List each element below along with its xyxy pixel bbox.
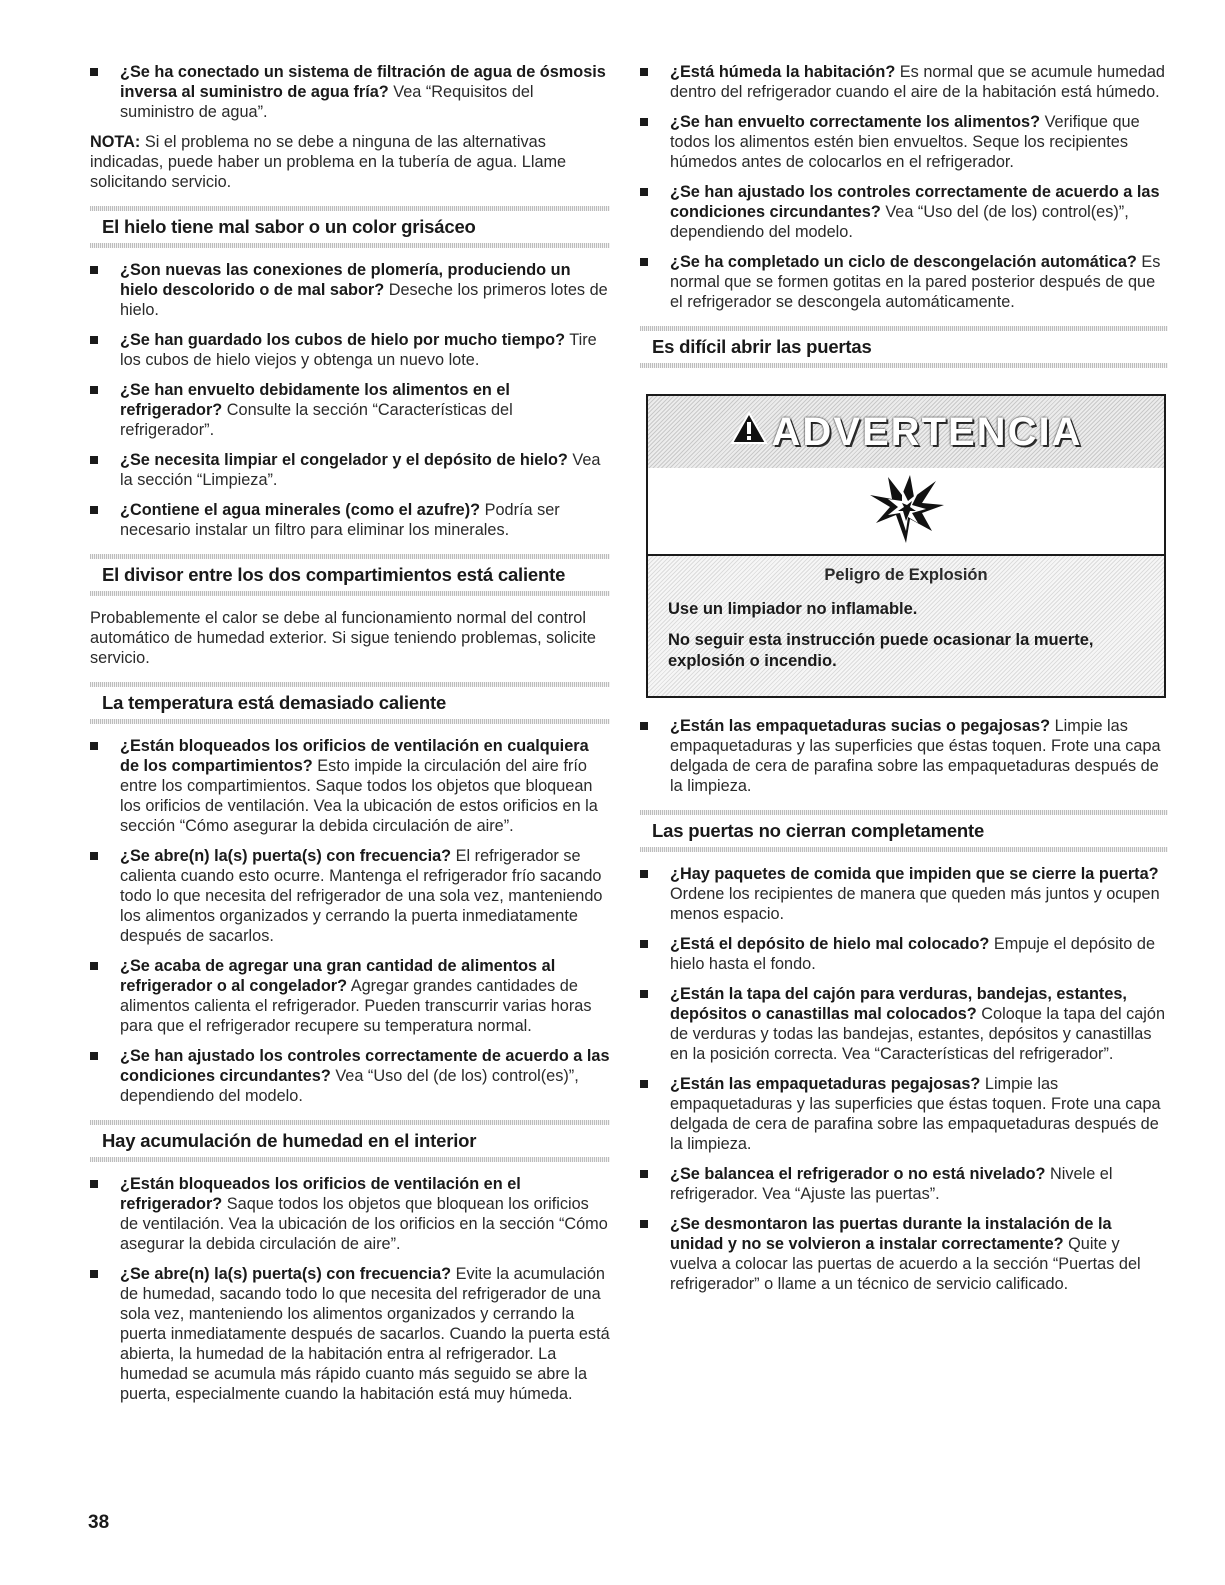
bullet-answer: Consulte la sección “Características del refrigerador”. xyxy=(120,401,513,439)
bullet-answer: Deseche los primeros lotes de hielo. xyxy=(120,281,608,319)
bullet-answer: Tire los cubos de hielo viejos y obtenga un nuevo lote. xyxy=(120,331,597,369)
bullet-answer: Nivele el refrigerador. Vea “Ajuste las puertas”. xyxy=(670,1165,1113,1203)
bullet-list xyxy=(90,1174,610,1404)
warning-box xyxy=(646,394,1166,698)
section-title: Hay acumulación de humedad en el interior xyxy=(102,1130,477,1151)
bullet-item xyxy=(90,736,610,836)
bullet-question: ¿Se han ajustado los controles correctamente de acuerdo a las condiciones circundantes? xyxy=(670,183,1160,221)
section-rule xyxy=(90,591,610,596)
square-bullet-icon xyxy=(90,336,98,344)
bullet-answer: Es normal que se acumule humedad dentro del refrigerador cuando el aire de la habitación está húmedo. xyxy=(670,63,1165,101)
bullet-answer: Limpie las empaquetaduras y las superficies que éstas toquen. Frote una capa delgada de cera de parafina sobre las empaquetaduras después de la limpieza. xyxy=(670,1075,1161,1153)
bullet-answer: Empuje el depósito de hielo hasta el fondo. xyxy=(670,935,1155,973)
bullet-item xyxy=(640,182,1168,242)
bullet-item xyxy=(640,252,1168,312)
bullet-item xyxy=(640,1074,1168,1154)
bullet-answer: Limpie las empaquetaduras y las superficies que éstas toquen. Frote una capa delgada de cera de parafina sobre las empaquetaduras después de la limpieza. xyxy=(670,717,1161,795)
bullet-item xyxy=(90,260,610,320)
square-bullet-icon xyxy=(640,1080,648,1088)
bullet-question: ¿Se abre(n) la(s) puerta(s) con frecuencia? xyxy=(120,847,452,865)
square-bullet-icon xyxy=(90,1180,98,1188)
warning-triangle-icon xyxy=(730,410,768,455)
bullet-question: ¿Se han envuelto correctamente los alimentos? xyxy=(670,113,1041,131)
bullet-item xyxy=(640,716,1168,796)
square-bullet-icon xyxy=(90,1052,98,1060)
bullet-question: ¿Están la tapa del cajón para verduras, bandejas, estantes, depósitos o canastillas mal colocados? xyxy=(670,985,1127,1023)
bullet-answer: Esto impide la circulación del aire frío entre los compartimientos. Saque todos los objetos que bloquean los orificios de ventilación. Vea la ubicación de estos orificios en la sección “Cómo asegurar la debida circulación de aire”. xyxy=(120,757,598,835)
bullet-answer: Agregar grandes cantidades de alimentos calienta el refrigerador. Pueden transcurrir varias horas para que el refrigerador recupere su temperatura normal. xyxy=(120,977,592,1035)
section-title: El divisor entre los dos compartimientos está caliente xyxy=(102,564,566,585)
bullet-item xyxy=(640,112,1168,172)
bullet-item xyxy=(90,450,610,490)
square-bullet-icon xyxy=(640,990,648,998)
bullet-item xyxy=(640,1164,1168,1204)
bullet-question: ¿Se han guardado los cubos de hielo por mucho tiempo? xyxy=(120,331,566,349)
square-bullet-icon xyxy=(90,386,98,394)
bullet-item xyxy=(90,500,610,540)
bullet-answer: Vea “Uso del (de los) control(es)”, dependiendo del modelo. xyxy=(670,203,1129,241)
square-bullet-icon xyxy=(640,258,648,266)
section-header xyxy=(90,554,610,596)
right-column xyxy=(640,62,1168,1304)
warning-title xyxy=(730,410,1083,455)
bullet-question: ¿Contiene el agua minerales (como el azufre)? xyxy=(120,501,481,519)
square-bullet-icon xyxy=(640,188,648,196)
bullet-answer: Vea “Requisitos del suministro de agua”. xyxy=(120,83,534,121)
warning-line: No seguir esta instrucción puede ocasionar la muerte, explosión o incendio. xyxy=(668,631,1094,670)
bullet-question: ¿Están bloqueados los orificios de ventilación en cualquiera de los compartimientos? xyxy=(120,737,589,775)
section-rule xyxy=(640,363,1168,368)
square-bullet-icon xyxy=(90,852,98,860)
square-bullet-icon xyxy=(90,742,98,750)
section-title: El hielo tiene mal sabor o un color grisáceo xyxy=(102,216,476,237)
note-label: NOTA: xyxy=(90,133,141,151)
bullet-question: ¿Se acaba de agregar una gran cantidad de alimentos al refrigerador o al congelador? xyxy=(120,957,556,995)
bullet-answer: Coloque la tapa del cajón de verduras y todas las bandejas, estantes, depósitos y canastillas en la posición correcta. Vea “Características del refrigerador”. xyxy=(670,1005,1166,1063)
bullet-question: ¿Se necesita limpiar el congelador y el depósito de hielo? xyxy=(120,451,568,469)
section-header xyxy=(640,326,1168,368)
square-bullet-icon xyxy=(90,1270,98,1278)
bullet-question: ¿Se ha conectado un sistema de filtración de agua de ósmosis inversa al suministro de agua fría? xyxy=(120,63,606,101)
square-bullet-icon xyxy=(640,940,648,948)
bullet-answer: Vea “Uso del (de los) control(es)”, dependiendo del modelo. xyxy=(120,1067,579,1105)
bullet-question: ¿Están las empaquetaduras pegajosas? xyxy=(670,1075,981,1093)
section-paragraph: Probablemente el calor se debe al funcionamiento normal del control automático de humedad exterior. Si sigue teniendo problemas, solicite servicio. xyxy=(90,609,596,667)
bullet-list xyxy=(90,736,610,1106)
bullet-answer: Saque todos los objetos que bloquean los orificios de ventilación. Vea la ubicación de los orificios en la sección “Cómo asegurar la debida circulación de aire”. xyxy=(120,1195,608,1253)
bullet-item xyxy=(640,864,1168,924)
bullet-answer: El refrigerador se calienta cuando esto ocurre. Mantenga el refrigerador frío sacando todo lo que necesita del refrigerador de una sola vez, manteniendo los alimentos organizados y cerrando la puerta inmediatamente después de sacarlos. xyxy=(120,847,603,945)
left-column xyxy=(90,62,610,1414)
section-title: Es difícil abrir las puertas xyxy=(652,336,872,357)
square-bullet-icon xyxy=(90,506,98,514)
bullet-question: ¿Está húmeda la habitación? xyxy=(670,63,896,81)
bullet-item xyxy=(640,1214,1168,1294)
explosion-icon xyxy=(866,473,946,550)
square-bullet-icon xyxy=(90,266,98,274)
warning-banner xyxy=(648,396,1164,468)
bullet-item xyxy=(90,330,610,370)
warning-line: Use un limpiador no inflamable. xyxy=(668,600,918,618)
bullet-answer: Ordene los recipientes de manera que queden más juntos y ocupen menos espacio. xyxy=(670,885,1160,923)
bullet-question: ¿Se han envuelto debidamente los alimentos en el refrigerador? xyxy=(120,381,510,419)
bullet-list xyxy=(640,864,1168,1294)
bullet-question: ¿Está el depósito de hielo mal colocado? xyxy=(670,935,990,953)
bullet-answer: Verifique que todos los alimentos estén bien envueltos. Seque los recipientes húmedos antes de colocarlos en el refrigerador. xyxy=(670,113,1140,171)
bullet-question: ¿Están bloqueados los orificios de ventilación en el refrigerador? xyxy=(120,1175,521,1213)
bullet-list xyxy=(90,260,610,540)
bullet-answer: Es normal que se formen gotitas en la pared posterior después de que el refrigerador se descongela automáticamente. xyxy=(670,253,1161,311)
bullet-question: ¿Están las empaquetaduras sucias o pegajosas? xyxy=(670,717,1051,735)
bullet-item xyxy=(90,1046,610,1106)
square-bullet-icon xyxy=(640,68,648,76)
note-paragraph xyxy=(90,132,610,192)
section-rule xyxy=(90,1157,610,1162)
warning-caption: Peligro de Explosión xyxy=(824,566,988,584)
bullet-question: ¿Se ha completado un ciclo de descongelación automática? xyxy=(670,253,1137,271)
square-bullet-icon xyxy=(640,1170,648,1178)
square-bullet-icon xyxy=(90,962,98,970)
bullet-item xyxy=(640,984,1168,1064)
explosion-symbol xyxy=(648,468,1164,556)
bullet-answer: Quite y vuelva a colocar las puertas de acuerdo a la sección “Puertas del refrigerador” o llame a un técnico de servicio calificado. xyxy=(670,1235,1141,1293)
warning-text-area xyxy=(648,556,1164,696)
bullet-item xyxy=(640,62,1168,102)
bullet-item xyxy=(90,62,610,122)
section-title: La temperatura está demasiado caliente xyxy=(102,692,447,713)
section-header xyxy=(90,682,610,724)
square-bullet-icon xyxy=(640,1220,648,1228)
square-bullet-icon xyxy=(640,722,648,730)
bullet-list xyxy=(90,62,610,122)
section-rule xyxy=(640,847,1168,852)
bullet-item xyxy=(90,956,610,1036)
section-header xyxy=(90,1120,610,1162)
bullet-item xyxy=(90,1174,610,1254)
section-rule xyxy=(90,719,610,724)
bullet-item xyxy=(640,934,1168,974)
section-title: Las puertas no cierran completamente xyxy=(652,820,985,841)
square-bullet-icon xyxy=(640,870,648,878)
bullet-item xyxy=(90,380,610,440)
bullet-question: ¿Se balancea el refrigerador o no está nivelado? xyxy=(670,1165,1046,1183)
bullet-question: ¿Se han ajustado los controles correctamente de acuerdo a las condiciones circundantes? xyxy=(120,1047,610,1085)
bullet-question: ¿Son nuevas las conexiones de plomería, produciendo un hielo descolorido o de mal sabor? xyxy=(120,261,571,299)
square-bullet-icon xyxy=(90,456,98,464)
square-bullet-icon xyxy=(90,68,98,76)
square-bullet-icon xyxy=(640,118,648,126)
page-number: 38 xyxy=(88,1512,110,1533)
bullet-list xyxy=(640,716,1168,796)
bullet-list xyxy=(640,62,1168,312)
section-header xyxy=(640,810,1168,852)
bullet-answer: Evite la acumulación de humedad, sacando todo lo que necesita del refrigerador de una sola vez, manteniendo los alimentos organizados y cerrando la puerta inmediatamente después de sacarlos. Cuando la puerta está abierta, la humedad de la habitación entra al refrigerador. La humedad se acumula más rápido cuanto más seguido se abre la puerta, especialmente cuando la habitación está muy húmeda. xyxy=(120,1265,610,1403)
bullet-question: ¿Se desmontaron las puertas durante la instalación de la unidad y no se volvieron a instalar correctamente? xyxy=(670,1215,1112,1253)
section-rule xyxy=(90,243,610,248)
warning-title-text: ADVERTENCIA xyxy=(771,409,1083,454)
section-header xyxy=(90,206,610,248)
bullet-item xyxy=(90,846,610,946)
bullet-answer: Podría ser necesario instalar un filtro para eliminar los minerales. xyxy=(120,501,560,539)
note-text: Si el problema no se debe a ninguna de las alternativas indicadas, puede haber un problema en la tubería de agua. Llame solicitando servicio. xyxy=(90,133,567,191)
bullet-question: ¿Hay paquetes de comida que impiden que se cierre la puerta? xyxy=(670,865,1159,883)
bullet-answer: Vea la sección “Limpieza”. xyxy=(120,451,601,489)
bullet-item xyxy=(90,1264,610,1404)
bullet-question: ¿Se abre(n) la(s) puerta(s) con frecuencia? xyxy=(120,1265,452,1283)
